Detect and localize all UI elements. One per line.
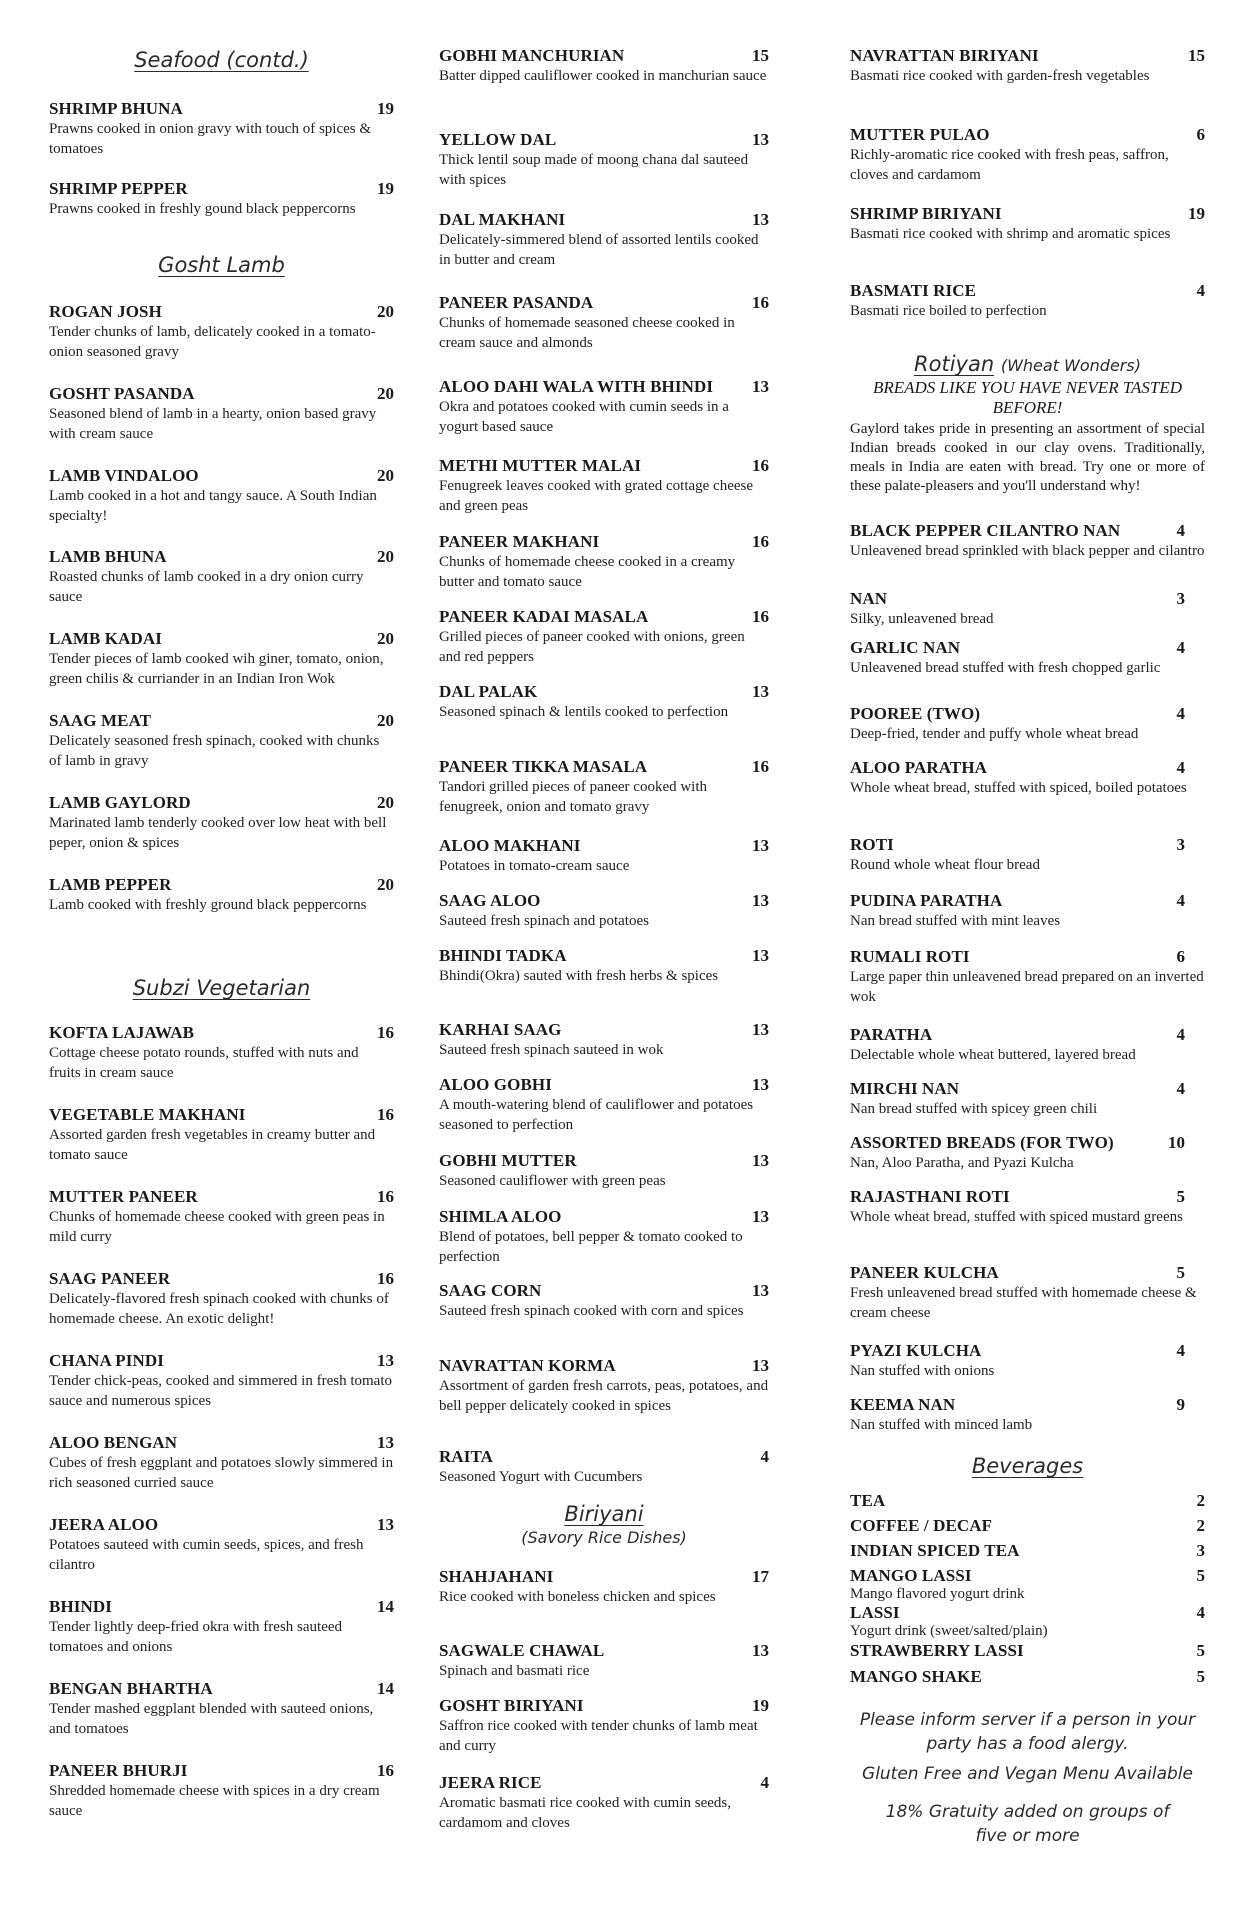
menu-item: GOBHI MANCHURIAN 15 Batter dipped cauliflower cooked in manchurian sauce [439,46,769,84]
menu-item: ROGAN JOSH 20 Tender chunks of lamb, delicately cooked in a tomato-onion seasoned gravy [49,302,394,360]
menu-item: KOFTA LAJAWAB 16 Cottage cheese potato rounds, stuffed with nuts and fruits in cream sauce [49,1023,394,1081]
menu-item: PUDINA PARATHA 4 Nan bread stuffed with mint leaves [850,891,1185,929]
menu-item: MIRCHI NAN 4 Nan bread stuffed with spicey green chili [850,1079,1185,1117]
section-heading-rotiyan: Rotiyan (Wheat Wonders) [914,352,1141,376]
beverage-item: MANGO LASSI 5 Mango flavored yogurt drink [850,1566,1205,1602]
menu-item: ROTI 3 Round whole wheat flour bread [850,835,1185,873]
beverage-item: TEA 2 [850,1491,1205,1510]
menu-item: METHI MUTTER MALAI 16 Fenugreek leaves cooked with grated cottage cheese and green peas [439,456,769,514]
beverage-item: LASSI 4 Yogurt drink (sweet/salted/plain) [850,1603,1205,1639]
menu-item: MUTTER PULAO 6 Richly-aromatic rice cooked with fresh peas, saffron, cloves and cardamom [850,125,1205,183]
menu-item: DAL PALAK 13 Seasoned spinach & lentils cooked to perfection [439,682,769,720]
menu-item: ASSORTED BREADS (FOR TWO) 10 Nan, Aloo Paratha, and Pyazi Kulcha [850,1133,1185,1171]
menu-item: JEERA RICE 4 Aromatic basmati rice cooked with cumin seeds, cardamom and cloves [439,1773,769,1831]
menu-item: SHRIMP BIRIYANI 19 Basmati rice cooked with shrimp and aromatic spices [850,204,1205,242]
menu-item: RAITA 4 Seasoned Yogurt with Cucumbers [439,1447,769,1485]
menu-item: SAGWALE CHAWAL 13 Spinach and basmati rice [439,1641,769,1679]
menu-item: PANEER KADAI MASALA 16 Grilled pieces of paneer cooked with onions, green and red peppers [439,607,769,665]
menu-item: PANEER TIKKA MASALA 16 Tandori grilled pieces of paneer cooked with fenugreek, onion and tomato gravy [439,757,769,815]
menu-item: RUMALI ROTI 6 Large paper thin unleavened bread prepared on an inverted wok [850,947,1204,1005]
menu-item: BLACK PEPPER CILANTRO NAN 4 Unleavened bread sprinkled with black pepper and cilantro [850,521,1205,559]
menu-item: BHINDI 14 Tender lightly deep-fried okra with fresh sauteed tomatoes and onions [49,1597,394,1655]
menu-item: NAVRATTAN KORMA 13 Assortment of garden fresh carrots, peas, potatoes, and bell pepper delicately cooked in spices [439,1356,769,1414]
menu-item: LAMB VINDALOO 20 Lamb cooked in a hot and tangy sauce. A South Indian specialty! [49,466,394,524]
gratuity-note: 18% Gratuity added on groups of five or more [885,1802,1170,1846]
section-heading-beverages: Beverages [971,1454,1084,1478]
allergy-note: Please inform server if a person in your party has a food alergy. [859,1710,1196,1754]
section-heading-seafood: Seafood (contd.) [134,48,309,72]
menu-item: PANEER MAKHANI 16 Chunks of homemade cheese cooked in a creamy butter and tomato sauce [439,532,769,590]
menu-item: PANEER KULCHA 5 Fresh unleavened bread stuffed with homemade cheese & cream cheese [850,1263,1197,1321]
menu-item: BHINDI TADKA 13 Bhindi(Okra) sauted with fresh herbs & spices [439,946,769,984]
section-heading-biriyani: Biriyani [564,1502,644,1526]
menu-item: SHAHJAHANI 17 Rice cooked with boneless chicken and spices [439,1567,769,1605]
menu-item: POOREE (TWO) 4 Deep-fried, tender and puffy whole wheat bread [850,704,1185,742]
gluten-free-note: Gluten Free and Vegan Menu Available [862,1764,1193,1784]
menu-item: PANEER BHURJI 16 Shredded homemade cheese with spices in a dry cream sauce [49,1761,394,1819]
section-subheading-biriyani: (Savory Rice Dishes) [521,1528,687,1547]
beverage-item: COFFEE / DECAF 2 [850,1516,1205,1535]
section-heading-subzi-vegetarian: Subzi Vegetarian [132,976,311,1000]
menu-item: BASMATI RICE 4 Basmati rice boiled to perfection [850,281,1205,319]
menu-item: PARATHA 4 Delectable whole wheat buttered, layered bread [850,1025,1185,1063]
menu-item: GOBHI MUTTER 13 Seasoned cauliflower with green peas [439,1151,769,1189]
menu-item: CHANA PINDI 13 Tender chick-peas, cooked and simmered in fresh tomato sauce and numerous spices [49,1351,394,1409]
menu-item: SAAG MEAT 20 Delicately seasoned fresh spinach, cooked with chunks of lamb in gravy [49,711,394,769]
menu-item: NAN 3 Silky, unleavened bread [850,589,1185,627]
menu-item: MUTTER PANEER 16 Chunks of homemade cheese cooked with green peas in mild curry [49,1187,394,1245]
menu-item: LAMB PEPPER 20 Lamb cooked with freshly ground black peppercorns [49,875,394,913]
menu-item: DAL MAKHANI 13 Delicately-simmered blend of assorted lentils cooked in butter and cream [439,210,769,268]
menu-item: SAAG CORN 13 Sauteed fresh spinach cooked with corn and spices [439,1281,769,1319]
menu-item: PYAZI KULCHA 4 Nan stuffed with onions [850,1341,1185,1379]
menu-item: SAAG ALOO 13 Sauteed fresh spinach and potatoes [439,891,769,929]
beverage-item: STRAWBERRY LASSI 5 [850,1641,1205,1660]
menu-item: ALOO MAKHANI 13 Potatoes in tomato-cream sauce [439,836,769,874]
menu-item: JEERA ALOO 13 Potatoes sauteed with cumin seeds, spices, and fresh cilantro [49,1515,394,1573]
menu-item: BENGAN BHARTHA 14 Tender mashed eggplant blended with sauteed onions, and tomatoes [49,1679,394,1737]
menu-item: GOSHT BIRIYANI 19 Saffron rice cooked with tender chunks of lamb meat and curry [439,1696,769,1754]
menu-item: SHRIMP PEPPER 19 Prawns cooked in freshly gound black peppercorns [49,179,394,217]
menu-item: SHIMLA ALOO 13 Blend of potatoes, bell pepper & tomato cooked to perfection [439,1207,769,1265]
menu-item: VEGETABLE MAKHANI 16 Assorted garden fresh vegetables in creamy butter and tomato sauce [49,1105,394,1163]
menu-item: YELLOW DAL 13 Thick lentil soup made of moong chana dal sauteed with spices [439,130,769,188]
menu-item: LAMB KADAI 20 Tender pieces of lamb cooked wih giner, tomato, onion, green chilis & curriander in an Indian Iron Wok [49,629,394,687]
menu-item: KEEMA NAN 9 Nan stuffed with minced lamb [850,1395,1185,1433]
section-heading-gosht-lamb: Gosht Lamb [158,253,285,277]
rotiyan-intro: Gaylord takes pride in presenting an assortment of special Indian breads cooked in our clay ovens. Traditionally, meals in India are eaten with bread. Try one or more of these palate-pleasers and you'll understand why! [850,421,1205,494]
menu-item: ALOO DAHI WALA WITH BHINDI 13 Okra and potatoes cooked with cumin seeds in a yogurt based sauce [439,377,769,435]
menu-item: LAMB BHUNA 20 Roasted chunks of lamb cooked in a dry onion curry sauce [49,547,394,605]
beverage-item: MANGO SHAKE 5 [850,1667,1205,1686]
menu-item: LAMB GAYLORD 20 Marinated lamb tenderly cooked over low heat with bell peper, onion & spices [49,793,394,851]
menu-item: SAAG PANEER 16 Delicately-flavored fresh spinach cooked with chunks of homemade cheese. An exotic delight! [49,1269,394,1327]
beverage-item: INDIAN SPICED TEA 3 [850,1541,1205,1560]
menu-item: NAVRATTAN BIRIYANI 15 Basmati rice cooked with garden-fresh vegetables [850,46,1205,84]
menu-item: KARHAI SAAG 13 Sauteed fresh spinach sauteed in wok [439,1020,769,1058]
menu-item: ALOO GOBHI 13 A mouth-watering blend of cauliflower and potatoes seasoned to perfection [439,1075,769,1133]
menu-item: RAJASTHANI ROTI 5 Whole wheat bread, stuffed with spiced mustard greens [850,1187,1185,1225]
menu-item: SHRIMP BHUNA 19 Prawns cooked in onion gravy with touch of spices & tomatoes [49,99,394,157]
menu-item: ALOO BENGAN 13 Cubes of fresh eggplant and potatoes slowly simmered in rich seasoned curried sauce [49,1433,394,1491]
menu-item: PANEER PASANDA 16 Chunks of homemade seasoned cheese cooked in cream sauce and almonds [439,293,769,351]
menu-item: GOSHT PASANDA 20 Seasoned blend of lamb in a hearty, onion based gravy with cream sauce [49,384,394,442]
menu-item: ALOO PARATHA 4 Whole wheat bread, stuffed with spiced, boiled potatoes [850,758,1187,796]
menu-item: GARLIC NAN 4 Unleavened bread stuffed with fresh chopped garlic [850,638,1185,676]
rotiyan-tagline: BREADS LIKE YOU HAVE NEVER TASTED BEFORE! [872,378,1183,417]
